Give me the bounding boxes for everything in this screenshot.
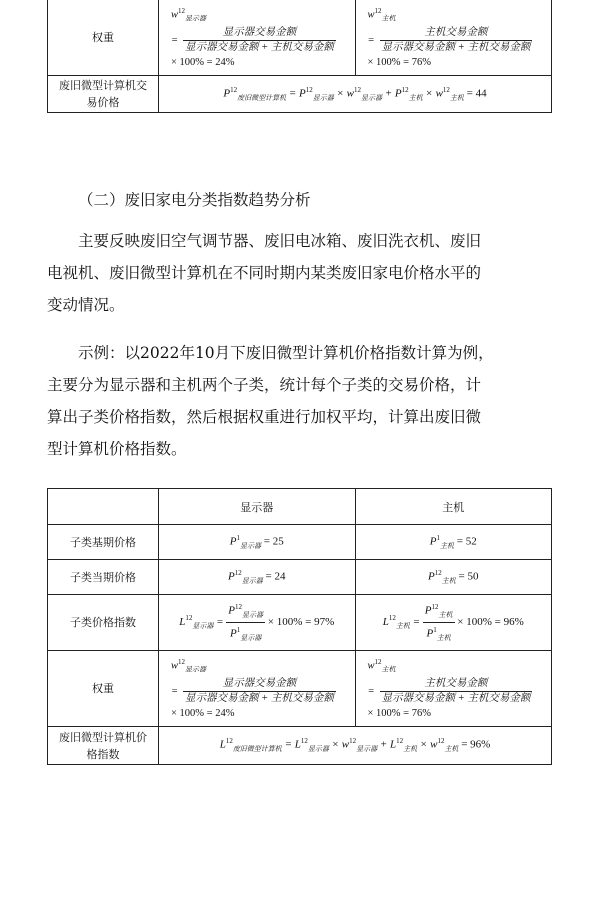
final-result: = 96% [461, 738, 491, 751]
sub: 主机 [444, 744, 459, 753]
index-label: 子类价格指数 [70, 616, 136, 629]
para2-line3: 算出子类价格指数，然后根据权重进行加权平均，计算出废旧微 [47, 408, 482, 426]
sup: 12 [354, 85, 361, 94]
weight-numerator: 显示器交易金额 [183, 26, 336, 41]
sup: 12 [349, 737, 357, 746]
bottom-weight-label: 权重 [92, 682, 114, 695]
w-symbol: w [367, 9, 375, 21]
weight-denominator: 显示器交易金额 + 主机交易金额 [185, 693, 334, 705]
para1-line3: 变动情况。 [47, 296, 125, 314]
sup: 12 [230, 85, 238, 94]
top-table [47, 0, 552, 113]
sub: 显示器 [240, 541, 261, 550]
sup: 1 [236, 533, 240, 542]
header-empty-cell [48, 489, 159, 525]
current-display-value: = 24 [265, 570, 286, 583]
sup: 12 [185, 614, 193, 623]
sub: 主机 [441, 576, 456, 585]
header-host: 主机 [442, 500, 465, 514]
sup: 12 [434, 568, 442, 577]
bottom-table [47, 488, 552, 765]
sub: 显示器 [240, 633, 262, 642]
index-label-cell [48, 595, 159, 651]
sub: 废旧微型计算机 [237, 93, 287, 102]
final-label-cell [48, 727, 159, 765]
current-label-cell [48, 560, 159, 595]
current-host-cell: $P^{12}_{主机} = 50$ [355, 560, 552, 595]
section-heading-text: （二）废旧家电分类指数趋势分析 [78, 191, 311, 209]
sup: 12 [431, 603, 439, 612]
index-host-cell: $L^{12}_{主机}$ = $\frac{P^{12}_{主机}}{P^1_{主机}}$ × 100% = 96% [355, 595, 552, 651]
weight-numerator: 主机交易金额 [380, 677, 533, 692]
base-label: 子类基期价格 [70, 535, 136, 549]
sup: 1 [433, 626, 437, 634]
sup: 1 [436, 533, 440, 542]
weight-result: × 100% = 24% [171, 708, 235, 720]
sub: 显示器 [307, 744, 329, 753]
base-label-cell [48, 525, 159, 560]
current-label: 子类当期价格 [70, 570, 136, 584]
sub: 主机 [449, 93, 464, 102]
price-formula-cell: $P^{12}_{废旧微型计算机} = P^{12}_{显示器} \times w^{12}_{显示器} + P^{12}_{主机} \times w^{12}_{主机} = 44$ [159, 76, 552, 113]
base-host-value: = 52 [456, 535, 477, 548]
weight-label: 权重 [92, 31, 114, 44]
header-host-cell [355, 489, 552, 525]
paragraph-2 [47, 337, 557, 465]
bottom-weight-label-cell [48, 651, 159, 727]
final-label-line1: 废旧微型计算机价 [59, 730, 147, 744]
weight-numerator: 主机交易金额 [380, 26, 533, 41]
sup: 12 [305, 85, 313, 94]
sup: 12 [300, 737, 308, 746]
w-sub: 显示器 [185, 14, 207, 23]
sub: 显示器 [185, 665, 207, 674]
bottom-host-weight-cell: $w^{12}_{主机}$ = $\frac{\text{主机交易金额}}{\text{显示器交易金额 + 主机交易金额}}$ × 100% = 76% [355, 651, 552, 727]
weight-result: × 100% = 24% [171, 57, 235, 69]
price-result: = 44 [466, 87, 487, 100]
base-display-value: = 25 [263, 535, 284, 548]
weight-denominator: 显示器交易金额 + 主机交易金额 [381, 693, 531, 705]
index-display-cell: $L^{12}_{显示器}$ = $\frac{P^{12}_{显示器}}{P^1_{显示器}}$ × 100% = 97% [159, 595, 356, 651]
w-sup: 12 [374, 6, 382, 15]
price-label-line2: 易价格 [86, 96, 120, 109]
weight-result: × 100% = 76% [367, 57, 431, 69]
final-label-line2: 格指数 [86, 747, 120, 761]
paragraph-1 [47, 225, 557, 321]
current-display-cell: $P^{12}_{显示器} = 24$ [159, 560, 356, 595]
header-display: 显示器 [240, 500, 274, 514]
sup: 12 [234, 568, 242, 577]
sup: 12 [388, 614, 396, 623]
sup: 1 [236, 626, 241, 634]
host-weight-cell: $w^{12}_{主机}$ = $\frac{\text{主机交易金额}}{\text{显示器交易金额 + 主机交易金额}}$ × 100% = 76% [355, 0, 552, 76]
sup: 12 [401, 85, 409, 94]
sub: 主机 [395, 622, 410, 631]
sub: 显示器 [361, 93, 382, 102]
para2-line2: 主要分为显示器和主机两个子类，统计每个子类的交易价格，计 [47, 376, 482, 394]
sup: 12 [374, 657, 382, 666]
sup: 12 [396, 737, 404, 746]
sub: 显示器 [242, 611, 264, 619]
sup: 12 [178, 657, 186, 666]
sub: 显示器 [356, 744, 378, 753]
weight-label-cell [48, 0, 159, 76]
base-display-cell: $P^1_{显示器} = 25$ [159, 525, 356, 560]
w-sub: 主机 [381, 14, 396, 23]
sub: 主机 [403, 744, 418, 753]
w-symbol: w [171, 9, 179, 21]
base-host-cell: $P^1_{主机} = 52$ [355, 525, 552, 560]
para2-line4: 型计算机价格指数。 [47, 440, 187, 458]
sub: 主机 [408, 93, 423, 102]
sub: 显示器 [312, 93, 334, 102]
current-host-value: = 50 [458, 570, 479, 583]
price-label-line1: 废旧微型计算机交 [59, 79, 147, 92]
index-host-result: × 100% = 96% [457, 616, 524, 629]
weight-numerator: 显示器交易金额 [183, 677, 336, 692]
weight-denominator: 显示器交易金额 + 主机交易金额 [381, 42, 531, 54]
para1-line1: 主要反映废旧空气调节器、废旧电冰箱、废旧洗衣机、废旧 [78, 232, 482, 250]
sub: 主机 [436, 633, 451, 642]
bottom-display-weight-cell: $w^{12}_{显示器}$ = $\frac{\text{显示器交易金额}}{\text{显示器交易金额 + 主机交易金额}}$ × 100% = 24% [159, 651, 356, 727]
w-sup: 12 [178, 6, 186, 15]
price-label-cell [48, 76, 159, 113]
sub: 主机 [438, 611, 453, 619]
sub: 主机 [440, 541, 454, 550]
weight-denominator: 显示器交易金额 + 主机交易金额 [185, 42, 334, 54]
sub: 废旧微型计算机 [232, 744, 282, 753]
para2-line1: 示例：以2022年10月下废旧微型计算机价格指数计算为例， [78, 344, 494, 362]
sup: 12 [437, 737, 445, 746]
final-formula-cell: $L^{12}_{废旧微型计算机} = L^{12}_{显示器} \times w^{12}_{显示器} + L^{12}_{主机} \times w^{12}_{主机} = 96\%$ [159, 727, 552, 765]
para1-line2: 电视机、废旧微型计算机在不同时期内某类废旧家电价格水平的 [47, 264, 482, 282]
index-display-result: × 100% = 97% [267, 616, 335, 629]
display-weight-cell: $w^{12}_{显示器}$ = $\frac{\text{显示器交易金额}}{\text{显示器交易金额 + 主机交易金额}}$ × 100% = 24% [159, 0, 356, 76]
sub: 显示器 [241, 576, 263, 585]
sup: 12 [442, 85, 450, 94]
sup: 12 [235, 603, 243, 612]
weight-result: × 100% = 76% [367, 708, 431, 720]
section-heading [47, 184, 557, 216]
header-display-cell [159, 489, 356, 525]
sup: 12 [225, 737, 233, 746]
sub: 显示器 [192, 622, 214, 631]
sub: 主机 [381, 665, 396, 674]
